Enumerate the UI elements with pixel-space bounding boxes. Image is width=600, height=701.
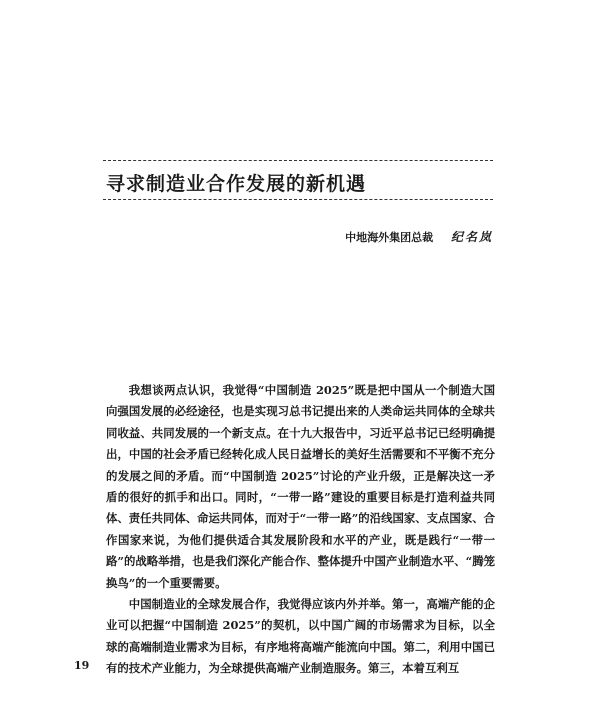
paragraph-1: 我想谈两点认识，我觉得“中国制造 2025”既是把中国从一个制造大国向强国发展的必经途径，也是实现习总书记提出来的人类命运共同体的全球共同收益、共同发展的一个新支点。在十九大报告中，习近平总书记已经明确提出，中国的社会矛盾已经转化成人民日益增长的美好生活需要和不平衡不充分的发展之间的矛盾。而“中国制造 2025”讨论的产业升级，正是解决这一矛盾的很好的抓手和出口。同时，“一带一路”建设的重要目标是打造利益共同体、责任共同体、命运共同体，而对于“一带一路”的沿线国家、支点国家、合作国家来说，为他们提供适合其发展阶段和水平的产业，既是践行“一带一路”的战略举措，也是我们深化产能合作、整体提升中国产业制造水平、“腾笼换鸟”的一个重要需要。 <box>106 383 495 590</box>
author-organization: 中地海外集团总裁 <box>345 231 434 244</box>
page-number: 19 <box>74 659 90 672</box>
author-byline <box>345 228 493 245</box>
paragraph-2: 中国制造业的全球发展合作，我觉得应该内外并举。第一，高端产能的企业可以把握“中国制造 2025”的契机，以中国广阔的市场需求为目标，以全球的高端制造业需求为目标，有序地将高端产能流向中国。第二，利用中国已有的技术产业能力，为全球提供高端产业制造服务。第三，本着互利互 <box>106 597 495 676</box>
bottom-rule <box>103 199 493 200</box>
article-title: 寻求制造业合作发展的新机遇 <box>106 173 367 195</box>
author-signature: 纪名岚 <box>450 230 493 244</box>
top-rule <box>103 160 493 161</box>
article-body <box>106 380 495 680</box>
